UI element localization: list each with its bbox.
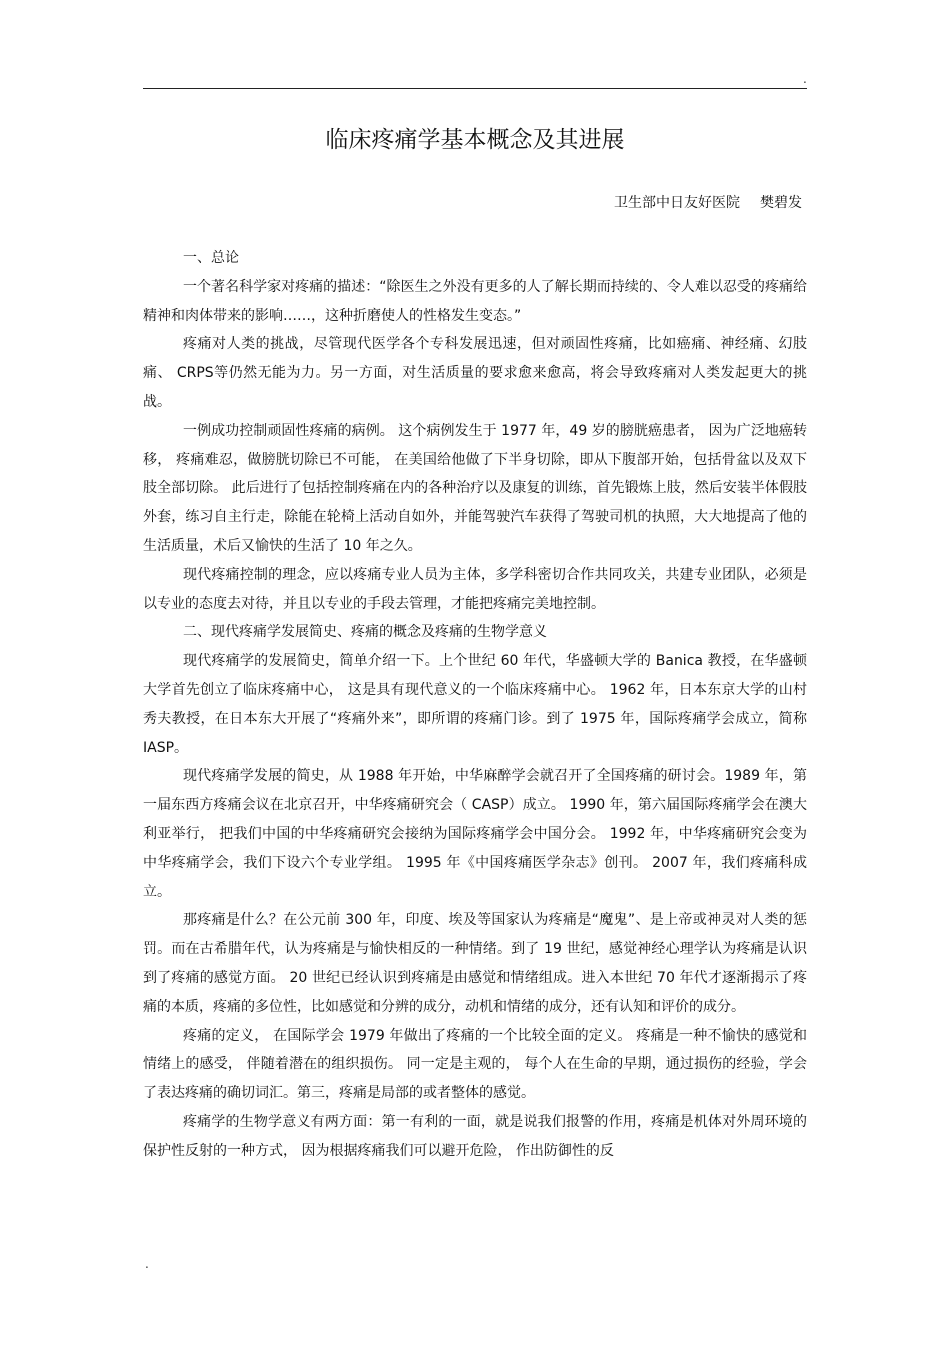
paragraph: 疼痛学的生物学意义有两方面：第一有利的一面，就是说我们报警的作用，疼痛是机体对外周环境的保护性反射的一种方式， 因为根据疼痛我们可以避开危险， 作出防御性的反: [143, 1113, 807, 1159]
paragraph: 一个著名科学家对疼痛的描述：“除医生之外没有更多的人了解长期而持续的、令人难以忍受的疼痛给精神和肉体带来的影响……，这种折磨使人的性格发生变态。”: [143, 278, 807, 324]
paragraph: 疼痛的定义， 在国际学会 1979 年做出了疼痛的一个比较全面的定义。 疼痛是一种不愉快的感觉和情绪上的感受， 伴随着潜在的组织损伤。 同一定是主观的， 每个人在生命的早期，通过损伤的经验，学会了表达疼痛的确切词汇。第三，疼痛是局部的或者整体的感觉。: [143, 1027, 807, 1102]
paragraph: 疼痛对人类的挑战，尽管现代医学各个专科发展迅速，但对顽固性疼痛，比如癌痛、神经痛、幻肢痛、 CRPS等仍然无能为力。另一方面，对生活质量的要求愈来愈高，将会导致疼痛对人类发起更大的挑战。: [143, 336, 807, 410]
document-body: [143, 244, 807, 1166]
paragraph: 那疼痛是什么？在公元前 300 年，印度、埃及等国家认为疼痛是“魔鬼”、是上帝或神灵对人类的惩罚。而在古希腊年代，认为疼痛是与愉快相反的一种情绪。到了 19 世纪，感觉神经心理学认为疼痛是认识到了疼痛的感觉方面。 20 世纪已经认识到疼痛是由感觉和情绪组成。进入本世纪 70 年代才逐渐揭示了疼痛的本质，疼痛的多位性，比如感觉和分辨的成分，动机和情绪的成分，还有认知和评价的成分。: [143, 912, 807, 1015]
paragraph: 现代疼痛学发展的简史，从 1988 年开始，中华麻醉学会就召开了全国疼痛的研讨会。1989 年，第一届东西方疼痛会议在北京召开，中华疼痛研究会（ CASP）成立。 1990 年，第六届国际疼痛学会在澳大利亚举行， 把我们中国的中华疼痛研究会接纳为国际疼痛学会中国分会。 1992 年，中华疼痛研究会变为中华疼痛学会，我们下设六个专业学组。 1995 年《中国疼痛医学杂志》创刊。 2007 年，我们疼痛科成立。: [143, 768, 807, 900]
author-affiliation: 卫生部中日友好医院: [614, 195, 740, 211]
byline: [614, 192, 802, 214]
section-heading: 一、总论: [183, 250, 239, 266]
paragraph: 现代疼痛学的发展简史，简单介绍一下。上个世纪 60 年代，华盛顿大学的 Banica 教授，在华盛顿大学首先创立了临床疼痛中心， 这是具有现代意义的一个临床疼痛中心。 1962 年，日本东京大学的山村秀夫教授，在日本东大开展了“疼痛外来”，即所谓的疼痛门诊。到了 1975 年，国际疼痛学会成立，简称 IASP。: [143, 653, 807, 756]
header-rule: [143, 88, 807, 89]
paragraph: 一例成功控制顽固性疼痛的病例。 这个病例发生于 1977 年，49 岁的膀胱癌患者， 因为广泛地癌转移， 疼痛难忍，做膀胱切除已不可能， 在美国给他做了下半身切除，即从下腹部开始，包括骨盆以及双下肢全部切除。 此后进行了包括控制疼痛在内的各种治疗以及康复的训练，首先锻炼上肢，然后安装半体假肢外套，练习自主行走，除能在轮椅上活动自如外，并能驾驶汽车获得了驾驶司机的执照，大大地提高了他的生活质量，术后又愉快的生活了 10 年之久。: [143, 422, 807, 554]
author-name: 樊碧发: [760, 195, 802, 211]
header-dot: .: [803, 72, 807, 86]
section-heading: 二、现代疼痛学发展简史、疼痛的概念及疼痛的生物学意义: [183, 624, 547, 641]
paragraph: 现代疼痛控制的理念，应以疼痛专业人员为主体，多学科密切合作共同攻关，共建专业团队，必须是以专业的态度去对待，并且以专业的手段去管理，才能把疼痛完美地控制。: [143, 566, 807, 612]
page-title: 临床疼痛学基本概念及其进展: [325, 127, 625, 153]
footer-dot: .: [145, 1257, 149, 1271]
